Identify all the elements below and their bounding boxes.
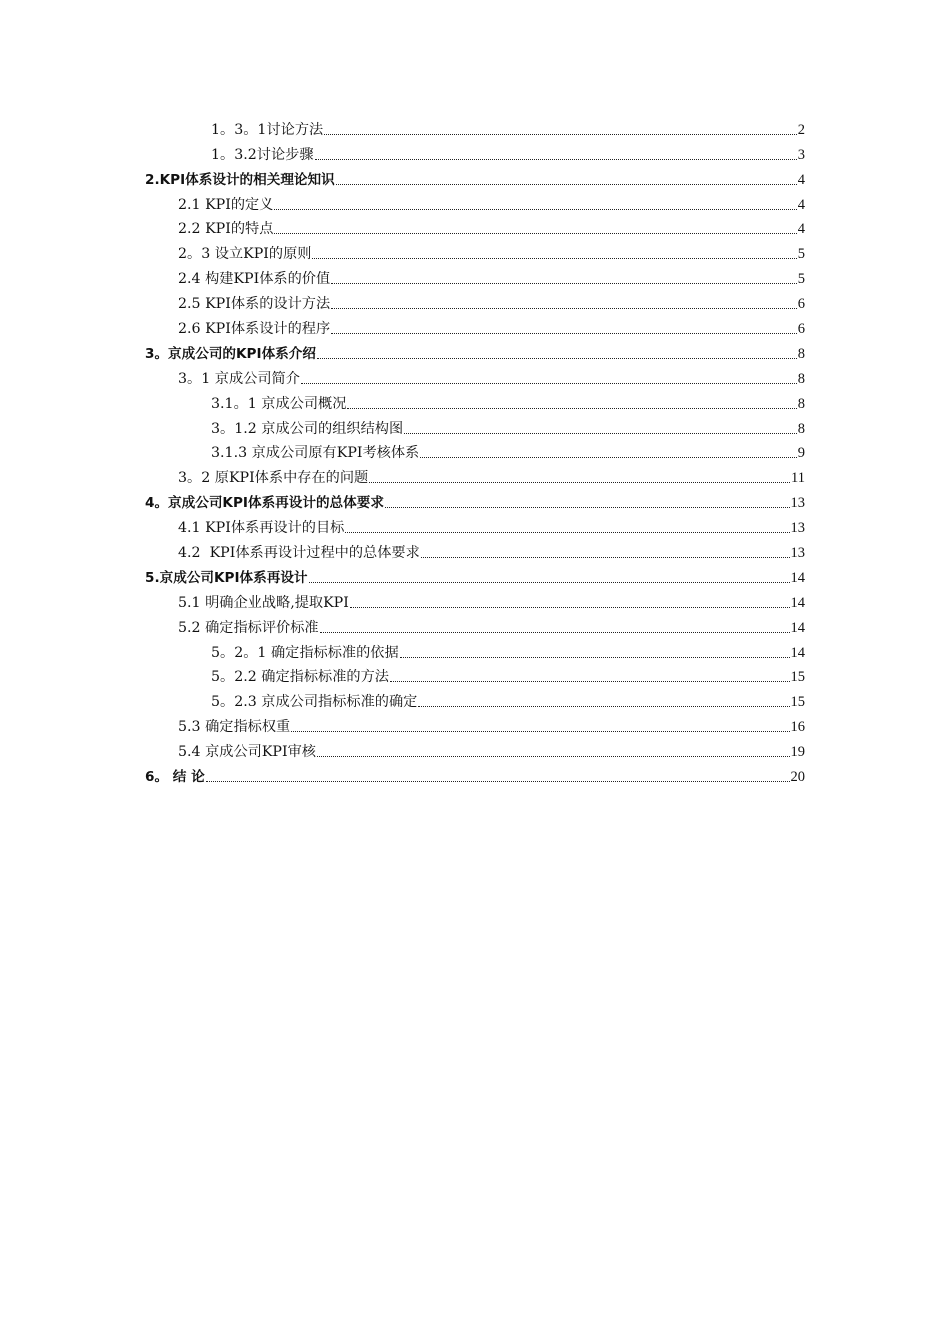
toc-dot-leader — [309, 581, 790, 583]
toc-entry-page: 14 — [790, 594, 805, 611]
toc-dot-leader — [400, 656, 790, 658]
toc-entry[interactable] — [0, 114, 950, 139]
toc-entry[interactable] — [0, 189, 950, 214]
table-of-contents — [0, 114, 950, 786]
toc-entry-page: 20 — [790, 769, 805, 786]
toc-dot-leader — [312, 257, 796, 259]
toc-entry-title: 2.2 KPI的特点 — [178, 221, 274, 238]
toc-entry-page: 15 — [790, 669, 805, 686]
toc-entry-page: 14 — [790, 619, 805, 636]
toc-entry-page: 4 — [797, 196, 805, 213]
toc-chapter-entry[interactable] — [0, 338, 950, 363]
toc-entry[interactable] — [0, 413, 950, 438]
toc-entry-title: 3。1.2 京成公司的组织结构图 — [211, 420, 404, 437]
toc-entry-title: 1。3。1讨论方法 — [211, 121, 324, 138]
toc-entry-page: 4 — [797, 171, 805, 188]
toc-chapter-entry[interactable] — [0, 761, 950, 786]
toc-entry-title: 4。京成公司KPI体系再设计的总体要求 — [145, 495, 384, 512]
toc-entry-title: 2。3 设立KPI的原则 — [178, 246, 312, 263]
toc-dot-leader — [418, 705, 789, 707]
toc-entry-page: 6 — [797, 296, 805, 313]
toc-entry-page: 5 — [797, 271, 805, 288]
toc-entry-page: 9 — [797, 445, 805, 462]
toc-dot-leader — [385, 506, 790, 508]
toc-entry-title: 4.1 KPI体系再设计的目标 — [178, 520, 345, 537]
toc-entry-title: 5。2.2 确定指标标准的方法 — [211, 669, 389, 686]
toc-chapter-entry[interactable] — [0, 487, 950, 512]
toc-entry-page: 8 — [797, 395, 805, 412]
toc-entry-title: 3.1.3 京成公司原有KPI考核体系 — [211, 445, 420, 462]
toc-entry[interactable] — [0, 214, 950, 239]
toc-entry-title: 3。2 原KPI体系中存在的问题 — [178, 470, 369, 487]
toc-entry[interactable] — [0, 637, 950, 662]
toc-dot-leader — [331, 332, 797, 334]
toc-dot-leader — [331, 282, 797, 284]
toc-entry[interactable] — [0, 587, 950, 612]
toc-entry-page: 6 — [797, 321, 805, 338]
toc-dot-leader — [317, 755, 790, 757]
toc-entry-title: 5.京成公司KPI体系再设计 — [145, 569, 308, 586]
toc-dot-leader — [421, 556, 790, 558]
toc-entry[interactable] — [0, 662, 950, 687]
toc-entry[interactable] — [0, 263, 950, 288]
toc-dot-leader — [331, 307, 797, 309]
toc-entry-title: 5.1 明确企业战略,提取KPI — [178, 594, 349, 611]
toc-entry-title: 4.2 KPI体系再设计过程中的总体要求 — [178, 545, 420, 562]
toc-entry-title: 1。3.2讨论步骤 — [211, 146, 314, 163]
toc-entry-page: 14 — [790, 569, 805, 586]
toc-entry-title: 5。2。1 确定指标标准的依据 — [211, 644, 399, 661]
toc-entry-page: 8 — [797, 345, 805, 362]
toc-entry-page: 11 — [791, 470, 805, 487]
toc-dot-leader — [320, 631, 790, 633]
toc-entry-title: 3.1。1 京成公司概况 — [211, 395, 347, 412]
toc-entry-page: 16 — [790, 719, 805, 736]
toc-chapter-entry[interactable] — [0, 164, 950, 189]
toc-dot-leader — [315, 158, 797, 160]
toc-entry[interactable] — [0, 238, 950, 263]
toc-entry[interactable] — [0, 686, 950, 711]
toc-dot-leader — [404, 432, 797, 434]
toc-dot-leader — [274, 232, 796, 234]
toc-entry-title: 6。 结 论 — [145, 769, 205, 786]
toc-dot-leader — [324, 133, 797, 135]
toc-entry-title: 2.1 KPI的定义 — [178, 196, 274, 213]
toc-entry-title: 3。1 京成公司简介 — [178, 370, 300, 387]
toc-entry[interactable] — [0, 288, 950, 313]
toc-entry[interactable] — [0, 612, 950, 637]
toc-entry[interactable] — [0, 736, 950, 761]
toc-entry[interactable] — [0, 139, 950, 164]
toc-dot-leader — [420, 456, 797, 458]
toc-entry[interactable] — [0, 711, 950, 736]
toc-entry-title: 5。2.3 京成公司指标标准的确定 — [211, 694, 418, 711]
toc-dot-leader — [336, 183, 797, 185]
toc-entry-title: 2.5 KPI体系的设计方法 — [178, 296, 331, 313]
toc-entry-page: 2 — [797, 121, 805, 138]
toc-entry-title: 5.4 京成公司KPI审核 — [178, 744, 316, 761]
toc-entry-page: 5 — [797, 246, 805, 263]
toc-entry-title: 2.6 KPI体系设计的程序 — [178, 321, 331, 338]
toc-entry[interactable] — [0, 313, 950, 338]
toc-entry-page: 13 — [790, 545, 805, 562]
toc-entry-page: 14 — [790, 644, 805, 661]
toc-dot-leader — [347, 407, 796, 409]
toc-entry[interactable] — [0, 512, 950, 537]
toc-entry[interactable] — [0, 537, 950, 562]
toc-entry-page: 19 — [790, 744, 805, 761]
toc-dot-leader — [369, 481, 790, 483]
toc-entry[interactable] — [0, 462, 950, 487]
toc-entry-title: 5.2 确定指标评价标准 — [178, 619, 319, 636]
toc-entry-page: 13 — [790, 520, 805, 537]
toc-entry-page: 15 — [790, 694, 805, 711]
toc-entry-title: 3。京成公司的KPI体系介绍 — [145, 345, 316, 362]
toc-entry[interactable] — [0, 388, 950, 413]
toc-entry[interactable] — [0, 363, 950, 388]
toc-dot-leader — [390, 680, 790, 682]
toc-entry-title: 5.3 确定指标权重 — [178, 719, 291, 736]
toc-entry[interactable] — [0, 438, 950, 463]
toc-entry-title: 2.KPI体系设计的相关理论知识 — [145, 171, 335, 188]
toc-dot-leader — [274, 208, 796, 210]
toc-dot-leader — [345, 531, 789, 533]
toc-dot-leader — [350, 606, 790, 608]
toc-dot-leader — [291, 730, 789, 732]
toc-entry-page: 8 — [797, 370, 805, 387]
toc-dot-leader — [206, 780, 790, 782]
toc-entry-page: 8 — [797, 420, 805, 437]
toc-entry-title: 2.4 构建KPI体系的价值 — [178, 271, 331, 288]
toc-chapter-entry[interactable] — [0, 562, 950, 587]
toc-dot-leader — [317, 357, 797, 359]
toc-entry-page: 3 — [797, 146, 805, 163]
toc-entry-page: 13 — [790, 495, 805, 512]
toc-entry-page: 4 — [797, 221, 805, 238]
toc-dot-leader — [301, 382, 797, 384]
